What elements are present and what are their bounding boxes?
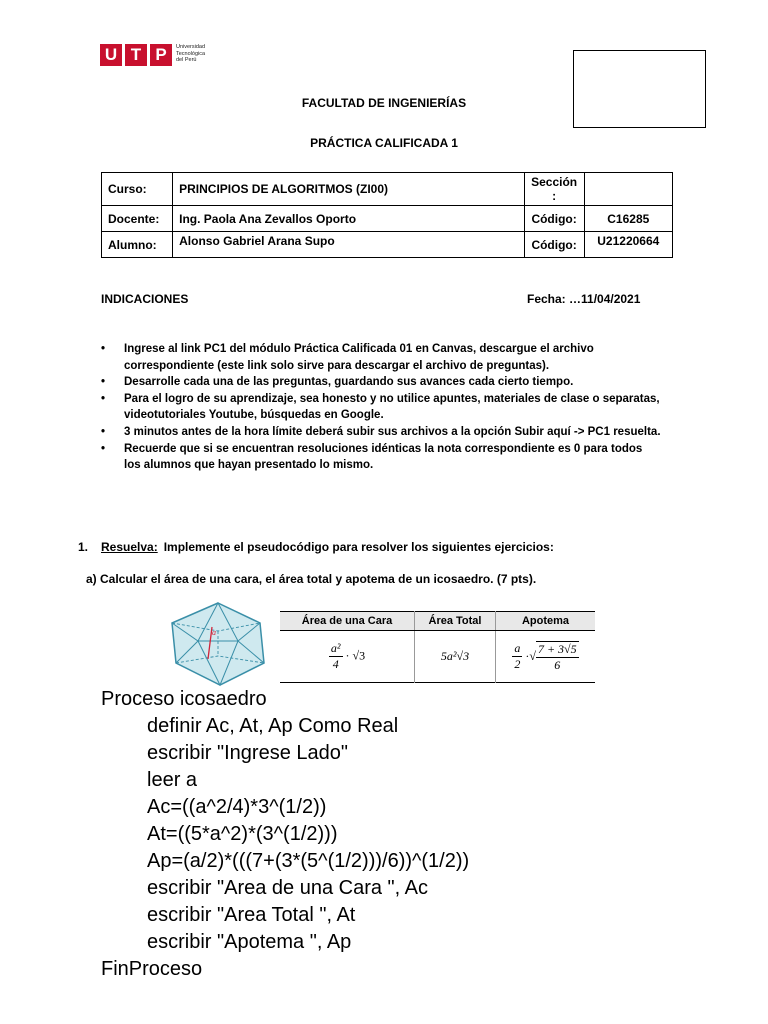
question-part-a: a) Calcular el área de una cara, el área total y apotema de un icosaedro. (7 pts). — [86, 572, 537, 586]
list-item-text: Ingrese al link PC1 del módulo Práctica Calificada 01 en Canvas, descargue el archivo correspondiente (este link solo sirve para descargar el archivo de preguntas). — [124, 343, 594, 372]
table-row — [102, 206, 673, 232]
bullet-icon: • — [101, 376, 106, 389]
table-row — [102, 232, 673, 258]
code-line: escribir "Area Total ", At — [147, 904, 356, 926]
indications-list — [101, 341, 661, 474]
section-value — [584, 173, 672, 206]
formula-table — [280, 611, 595, 683]
apothem-header: Apotema — [495, 612, 595, 631]
question-keyword: Resuelva: — [101, 540, 158, 554]
question-number: 1. — [78, 540, 89, 554]
teacher-code-label: Código: — [524, 206, 584, 232]
code-line: At=((5*a^2)*(3^(1/2))) — [147, 823, 338, 845]
code-line: escribir "Ingrese Lado" — [147, 742, 348, 764]
logo-subtitle-line: Tecnológica — [176, 50, 206, 57]
code-line: Ap=(a/2)*(((7+(3*(5^(1/2)))/6))^(1/2)) — [147, 850, 470, 872]
logo-letter-u: U — [100, 44, 122, 66]
code-line: Ac=((a^2/4)*3^(1/2)) — [147, 796, 327, 818]
face-area-header: Área de una Cara — [280, 612, 415, 631]
list-item-text: Recuerde que si se encuentran resoluciones idénticas la nota correspondiente es 0 para todos los alumnos que hayan presentado lo mismo. — [124, 442, 643, 472]
table-row — [280, 612, 595, 631]
table-row — [280, 631, 595, 683]
code-line: FinProceso — [101, 958, 203, 980]
icosahedron-image — [168, 601, 268, 687]
icosahedron-figure — [168, 601, 598, 687]
student-label: Alumno: — [102, 232, 173, 258]
code-line: escribir "Area de una Cara ", Ac — [147, 877, 428, 899]
list-item — [101, 341, 661, 374]
bullet-icon: • — [101, 425, 106, 438]
teacher-code-value: C16285 — [584, 206, 672, 232]
logo-letter-p: P — [150, 44, 172, 66]
teacher-label: Docente: — [102, 206, 173, 232]
exam-date: Fecha: …11/04/2021 — [527, 292, 641, 306]
apothem-formula — [495, 631, 595, 683]
question-1 — [78, 540, 554, 554]
fraction: $\frac{\text{a²}}{4}$ — [330, 641, 341, 671]
indications-title: INDICACIONES — [101, 292, 189, 306]
faculty-title: FACULTAD DE INGENIERÍAS — [301, 96, 467, 110]
bullet-icon: • — [101, 392, 106, 405]
formula-tail: · √3 — [345, 648, 366, 663]
code-line: leer a — [147, 769, 198, 791]
course-value: PRINCIPIOS DE ALGORITMOS (ZI00) — [173, 173, 525, 206]
list-item-text: Desarrolle cada una de las preguntas, guardando sus avances cada cierto tiempo. — [124, 376, 574, 389]
table-row — [102, 173, 673, 206]
edge-label: a — [212, 628, 216, 637]
student-code-value: U21220664 — [584, 232, 672, 258]
info-table — [101, 172, 673, 258]
utp-logo — [100, 44, 230, 70]
code-line: Proceso icosaedro — [101, 688, 267, 710]
exam-title: PRÁCTICA CALIFICADA 1 — [310, 136, 458, 150]
question-text: Implemente el pseudocódigo para resolver los siguientes ejercicios: — [163, 540, 554, 554]
logo-subtitle-line: del Perú — [176, 57, 197, 64]
list-item — [101, 374, 661, 391]
student-code-label: Código: — [524, 232, 584, 258]
face-area-formula — [280, 631, 415, 683]
list-item-text: 3 minutos antes de la hora límite deberá subir sus archivos a la opción Subir aquí -> PC1 resuelta. — [124, 425, 661, 438]
code-line: definir Ac, At, Ap Como Real — [147, 715, 399, 737]
bullet-icon: • — [101, 343, 106, 355]
total-area-header: Área Total — [415, 612, 496, 631]
list-item — [101, 391, 661, 424]
code-line: escribir "Apotema ", Ap — [147, 931, 352, 953]
course-label: Curso: — [102, 173, 173, 206]
list-item — [101, 424, 661, 441]
logo-subtitle — [176, 44, 232, 64]
fraction: $\frac{a}{2}$ — [514, 641, 521, 671]
logo-letter-t: T — [125, 44, 147, 66]
teacher-value: Ing. Paola Ana Zevallos Oporto — [173, 206, 525, 232]
grade-box — [573, 50, 706, 128]
bullet-icon: • — [101, 442, 106, 455]
student-value: Alonso Gabriel Arana Supo — [173, 232, 525, 258]
section-label: Sección : — [524, 173, 584, 206]
fraction: $\frac{7 + 3√5}{6}$ — [537, 641, 577, 672]
pseudocode-block — [101, 686, 469, 983]
list-item-text: Para el logro de su aprendizaje, sea honesto y no utilice apuntes, materiales de clase o separatas, videotutoriales Youtube, búsquedas en Google. — [124, 392, 660, 422]
logo-subtitle-line: Universidad — [176, 44, 206, 50]
total-area-formula: 5a²√3 — [415, 631, 496, 683]
radical-sign: ·√ — [525, 648, 536, 663]
list-item — [101, 441, 661, 474]
